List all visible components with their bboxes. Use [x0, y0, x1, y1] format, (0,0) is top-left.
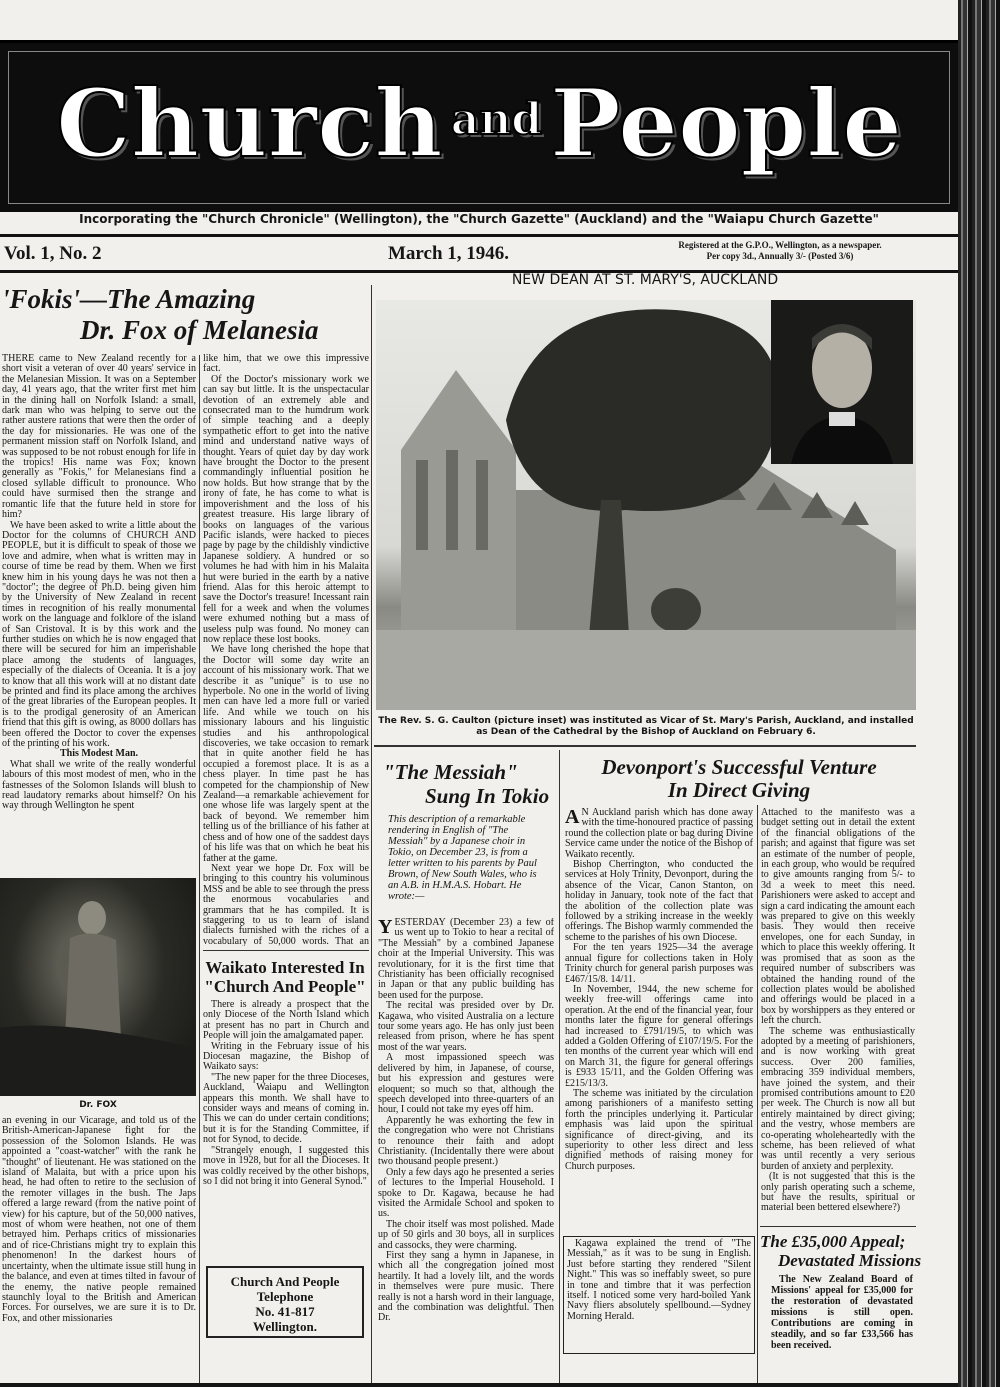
fokis-headline-1: 'Fokis'—The Amazing: [2, 284, 256, 314]
man-figure-image: [0, 878, 196, 1096]
headline-line: Devastated Missions: [778, 1251, 922, 1270]
masthead-title-and: and: [450, 94, 542, 145]
divider: [203, 950, 369, 951]
page-bottom-edge: [0, 1383, 958, 1387]
messiah-headline: [375, 760, 555, 808]
devonport-column-1: [565, 808, 753, 1228]
fokis-column-2: [203, 354, 369, 946]
headline-line: "Church And People": [204, 977, 366, 996]
article-paragraph: Kagawa explained the trend of "The Messiah," as it was to be sung in English. Just before starting they rendered "Silent Night." This was so ineffably sweet, so pure in tone and timbre that it was perfection itself. I noticed some very hard-boiled Yank Navy fliers absolutely spellbound.—Sydney Morning Herald.: [567, 1238, 751, 1322]
dr-fox-photo: [0, 878, 196, 1096]
article-paragraph: (It is not suggested that this is the only parish operating such a scheme, but have the results, spiritual or material been bettered elsewhere?): [761, 1171, 915, 1214]
article-paragraph: ESTERDAY (December 23) a few of us went up to Tokio to hear a recital of "The Messiah" by a combined Japanese choir at the Imperial University. This was revolutionary, for it is the first time that Christianity has been officially recognised in Japan or that any public building has been used for the purpose.: [378, 918, 554, 1001]
page-binding-edge: [958, 0, 1000, 1387]
portrait-image: [771, 300, 913, 464]
appeal-body: The New Zealand Board of Missions' appeal for £35,000 for the restoration of devastated missions is still open. Contributions are coming in steadily, and so far £33,566 has been received.: [771, 1274, 913, 1351]
messiah-intro: This description of a remarkable rendering in English of "The Messiah" by a Japanese choir in Tokio, on December 23, is from a letter written to his parents by Paul Brown, of New South Wales, who is an A.B. in H.M.A.S. Hobart. He wrote:—: [388, 814, 537, 902]
kagawa-continuation-box: [563, 1236, 755, 1354]
headline-line: In Direct Giving: [667, 778, 811, 802]
article-paragraph: Writing in the February issue of his Diocesan magazine, the Bishop of Waikato says:: [203, 1040, 369, 1073]
article-paragraph: THERE came to New Zealand recently for a short visit a veteran of over 40 years' service in the Melanesian Mission. It was on a September day, 41 years ago, that the writer first met him in the dining hall on Norfolk Island: a small, dark man who was helping to serve out the rather austere rations that were then the order of the day for missionaries. He was one of the permanent mission staff on Norfolk Island, and was supposed to be not robust enough for life in the tropics! His name was Fox; known generally as "Fokis," for Melanesians find a closed syllable difficult to pronounce. Who could have surmised then the strange and romantic life that the future held in store for him?: [2, 354, 196, 521]
headline-line: Waikato Interested In: [205, 958, 365, 977]
article-paragraph: There is already a prospect that the only Diocese of the North Island which at present has no part in Church and People will join the amalgamated paper.: [203, 1000, 369, 1042]
drop-cap: A: [565, 808, 580, 828]
dean-photo-caption: The Rev. S. G. Caulton (picture inset) was instituted as Vicar of St. Mary's Parish, Auckland, and installed as Dean of the Cathedral by the Bishop of Auckland on February 6.: [378, 716, 914, 737]
masthead-title-church: Church: [56, 69, 443, 179]
registration-notice: [640, 240, 920, 262]
incorporating-line: Incorporating the "Church Chronicle" (Wellington), the "Church Gazette" (Auckland) and the "Waiapu Church Gazette": [79, 212, 879, 226]
divider: [0, 234, 958, 237]
dean-heading: NEW DEAN AT ST. MARY'S, AUCKLAND: [511, 272, 779, 288]
devonport-headline: [562, 756, 916, 802]
article-paragraph: Attached to the manifesto was a budget setting out in detail the extent of the financial obligations of the parish; and against that figure was set an estimate of the number of people, in each group, who would be required to give amounts ranging from 5/- to 3d a week to meet this need. Parishioners were asked to accept and sign a card indicating the amount each was prepared to give on this weekly basis. They would then receive envelopes, one for each Sunday, in which to place this weekly offering. It was promised that as soon as the required number of subscribers was obtained the handing round of the collection plates would be abolished and offerings would be placed in a box by worshippers as they entered or left the church.: [761, 808, 915, 1027]
article-paragraph: "Strangely enough, I suggested this move in 1928, but for all the Dioceses. It was coldly received by the other bishops, so I did not bring it into General Synod.": [203, 1144, 369, 1187]
price-line: Per copy 3d., Annually 3/- (Posted 3/6): [706, 251, 854, 261]
article-paragraph: N Auckland parish which has done away with the time-honoured practice of passing round the collection plate or bag during Divine Service came under the notice of the Bishop of Waikato recently.: [565, 808, 753, 860]
column-rule: [199, 355, 200, 1383]
article-paragraph: Only a few days ago he presented a series of lectures to the Imperial Household. I spoke to Dr. Kagawa, because he had visited the Armidale School and spoken to us.: [378, 1166, 554, 1220]
article-paragraph: like him, that we owe this impressive fact.: [203, 354, 369, 375]
headline-line: Sung In Tokio: [425, 784, 550, 808]
volume-number: Vol. 1, No. 2: [4, 243, 102, 264]
headline-line: "The Messiah": [383, 760, 518, 784]
article-paragraph: Bishop Cherrington, who conducted the services at Holy Trinity, Devonport, during the absence of the Vicar, Canon Stanton, on holiday in January, took note of the fact that the abolition of the collection plate was followed by a striking increase in the weekly offerings. The Bishop warmly commended the scheme to the parishes of his own Diocese.: [565, 859, 753, 943]
article-paragraph: The scheme was enthusiastically adopted by a meeting of parishioners, and is now working with great success. Over 200 families, embracing 359 individual members, have joined the system, and their promised contributions amount to £20 per week. The Church is now all but entirely maintained by direct giving; and the vestry, whose members are co-operating wholeheartedly with the scheme, has been relieved of what was until recently a very serious burden of anxiety and perplexity.: [761, 1025, 915, 1172]
article-subhead: This Modest Man.: [59, 748, 139, 760]
registration-line: Registered at the G.P.O., Wellington, as a newspaper.: [678, 240, 882, 250]
divider: [760, 1226, 916, 1227]
waikato-headline: [200, 958, 370, 996]
headline-line: The £35,000 Appeal;: [760, 1232, 906, 1251]
dr-fox-caption: Dr. FOX: [79, 1100, 117, 1110]
fokis-column-1: [2, 354, 196, 874]
article-paragraph: The choir itself was most polished. Made up of 50 girls and 30 boys, all in surplices and cassocks, they were charming.: [378, 1218, 554, 1251]
article-paragraph: The scheme was initiated by the circulation among parishioners of a manifesto setting forth the principles underlying it. Particular emphasis was laid upon the spiritual significance of direct-giving, and its superiority to other less direct and less dignified methods of raising money for Church purposes.: [565, 1087, 753, 1172]
contact-line: Wellington.: [253, 1319, 317, 1334]
article-paragraph: Of the Doctor's missionary work we can say but little. It is the unspectacular devotion of an extremely able and consecrated man to the humdrum work of simple teaching and a deeply sympathetic effort to get into the native mind and understand native ways of thought. Years of quiet day by day work have brought the Doctor to the present commandingly influential position he now holds. But how strange that by the irony of fate, he has come to what is impoverishment and the loss of his greatest treasure. His large library of books on languages of the various Pacific islands, were hacked to pieces page by page by the childishly vindictive Japanese soldiery. A hundred or so volumes he had with him in his Malaita hut were buried in the earth by a native friend. Alas for this heroic attempt to save the Doctor's treasure! Incessant rain fell for a week and when the volumes were exhumed nothing but a mass of useless pulp was found. No money can now replace these lost books.: [203, 373, 369, 645]
column-rule: [757, 805, 758, 1383]
divider: [374, 745, 916, 747]
waikato-article: [203, 1000, 369, 1256]
dean-portrait-inset: [771, 300, 913, 464]
masthead-title: [14, 69, 944, 179]
contact-line: Church And People: [230, 1274, 340, 1289]
headline-line: Devonport's Successful Venture: [601, 755, 877, 779]
article-paragraph: In November, 1944, the new scheme for weekly free-will offerings came into operation. At the end of the financial year, four months later the figure for general offerings had increased to £791/19/5, to which was added a Golden Offering of £107/19/5. For the ten months of the current year which will end on March 31, the figure for general offerings is £933 15/11, and the Golden Offering was £215/13/3.: [565, 983, 753, 1089]
contact-phone: No. 41-817: [255, 1304, 315, 1319]
article-paragraph: For the ten years 1925—34 the average annual figure for collections taken in Holy Trinity church for general parish purposes was £467/15/8. 14/11.: [565, 942, 753, 985]
messiah-article: [378, 918, 554, 1378]
article-paragraph: We have long cherished the hope that the Doctor will some day write an account of his missionary work. That we describe it as "unique" is to use no hyperbole. No one in the world of living men can have led a more full or varied life. And while we touch on his missionary labours and his linguistic studies and his anthropological discoveries, we take occasion to remark that in quite another field he has occupied a foremost place. It is as a chess player. In time past he has competed for the championship of New Zealand—a remarkable achievement for one whose life was largely spent at the back of beyond. We remember him telling us of the brilliance of his father at chess and of how one of the saddest days of his life was that on which he beat his father at the game.: [203, 644, 369, 864]
article-paragraph: Next year we hope Dr. Fox will be bringing to this country his voluminous MSS and be able to see through the press the enormous vocabularies and grammars that he has compiled. It is staggering to us to learn of island dialects furnished with the riches of a vocabulary of 50,000 words. That an: [203, 862, 369, 946]
article-paragraph: We have been asked to write a little about the Doctor for the columns of CHURCH AND PEOPLE, but it is difficult to speak of those we love and admire, when what is written may in course of time be read by them. When we first knew him in his young days he was not then a "doctor"; the degree of Ph.D. being given him by the University of New Zealand in recent times in recognition of his really monumental work on the language and folklore of the island of San Cristoval. It is by this work and the further studies on which he is now engaged that there will be secured for him an imperishable place among the students of languages, especially of the dialects of Oceania. It is a joy to know that all this work will at no distant date be printed and find its place among the archives of the great libraries of the European peoples. It is to the prodigal generosity of an American friend that this gift is owing, as 8000 dollars has been offered the Doctor to cover the expenses of the printing of his work.: [2, 519, 196, 750]
column-rule: [371, 285, 372, 1383]
article-paragraph: A most impassioned speech was delivered by him, in Japanese, of course, but his expression and gestures were eloquent; so much so that, although the speech developed into three-quarters of an hour, I could not take my eyes off him.: [378, 1052, 554, 1116]
article-paragraph: What shall we write of the really wonderful labours of this most modest of men, who in the fastnesses of the Solomon Islands will blush to read laudatory remarks about himself? On his way through Wellington he spent: [2, 758, 196, 812]
fokis-headline-2: Dr. Fox of Melanesia: [80, 315, 319, 345]
masthead-title-people: People: [549, 69, 902, 179]
contact-line: Telephone: [256, 1289, 314, 1304]
drop-cap: Y: [378, 918, 393, 938]
contact-box: [206, 1266, 364, 1338]
article-paragraph: First they sang a hymn in Japanese, in which all the congregation joined most heartily. It had a lovely lilt, and the words in themselves were pure music. There really is not a harsh word in their language, and the combination was delightful. Then Dr.: [378, 1250, 554, 1324]
column-rule: [559, 750, 560, 1383]
article-paragraph: The recital was presided over by Dr. Kagawa, who visited Australia on a lecture tour some years ago. He has only just been released from prison, where he has spent most of the war years.: [378, 1000, 554, 1053]
issue-date: March 1, 1946.: [388, 243, 510, 264]
article-paragraph: "The new paper for the three Dioceses, Auckland, Waiapu and Wellington appears this month. We shall have to consider ways and means of coming in. This we can do under certain conditions; but it is for the Standing Committee, if not for Synod, to decide.: [203, 1071, 369, 1146]
article-paragraph: an evening in our Vicarage, and told us of the British-American-Japanese fight for the possession of the Solomon Islands. He was appointed a "coast-watcher" with the rank he "thought" of lieutenant. He was stationed on the island of Malaita, but with a price upon his head, he had often to retire to the seclusion of the remoter villages in the bush. The Japs offered a large reward (from the native point of view) for his capture, but of the 50,000 natives, most of whom were heathen, not one of them betrayed him. Perhaps critics of missionaries and of rice-Christians might try to explain this phenomenon! In the darkest hours of uncertainty, when the ultimate issue still hung in the balance, and even at times tilted in favour of the enemy, the native people remained staunchly loyal to the British and American Forces. For ourselves, we are sure it is to Dr. Fox, and other missionaries: [2, 1116, 196, 1324]
appeal-headline: [760, 1232, 920, 1270]
devonport-column-2: [761, 808, 915, 1222]
article-paragraph: Apparently he was exhorting the few in the congregation who were not Christians to renounce their faith and adopt Christianity. (Incidentally there were about two thousand people present.): [378, 1114, 554, 1168]
fokis-column-1-continued: [2, 1116, 196, 1380]
masthead: [0, 40, 958, 212]
